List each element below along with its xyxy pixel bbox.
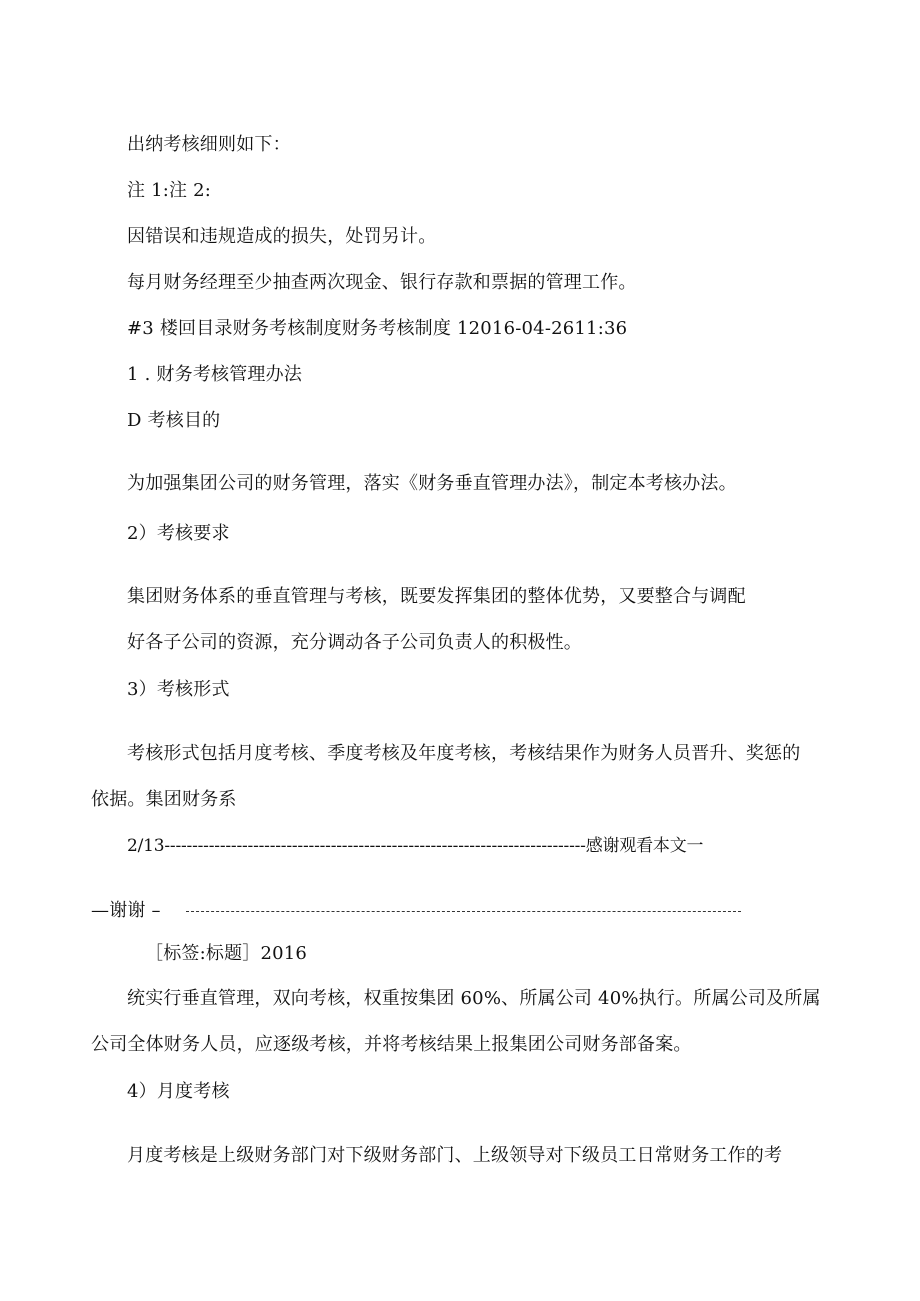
paragraph-line: 注 1:注 2: [127, 180, 212, 201]
section-heading: 3）考核形式 [127, 679, 230, 700]
paragraph-line: 公司全体财务人员，应逐级考核，并将考核结果上报集团公司财务部备案。 [91, 1034, 692, 1055]
paragraph-line: 为加强集团公司的财务管理，落实《财务垂直管理办法》，制定本考核办法。 [127, 473, 737, 494]
section-heading: 2）考核要求 [127, 523, 230, 544]
paragraph-line: 考核形式包括月度考核、季度考核及年度考核，考核结果作为财务人员晋升、奖惩的 [127, 743, 801, 764]
paragraph-line: 好各子公司的资源，充分调动各子公司负责人的积极性。 [127, 632, 582, 653]
section-heading: D 考核目的 [127, 410, 221, 431]
paragraph-line: 出纳考核细则如下： [127, 134, 291, 155]
section-heading: 4）月度考核 [127, 1081, 230, 1102]
paragraph-line: 统实行垂直管理，双向考核，权重按集团 60%、所属公司 40%执行。所属公司及所属 [127, 988, 821, 1009]
paragraph-line: 集团财务体系的垂直管理与考核，既要发挥集团的整体优势，又要整合与调配 [127, 586, 746, 607]
paragraph-line: 每月财务经理至少抽查两次现金、银行存款和票据的管理工作。 [127, 272, 637, 293]
page-footer-line: 2/13----------------------------------------------------------------------------感谢观看本文一 [127, 836, 704, 856]
footer-dash-rule [186, 911, 741, 912]
paragraph-line: #3 楼回目录财务考核制度财务考核制度 12016-04-2611:36 [127, 318, 628, 339]
page-footer-line: —谢谢 – [91, 900, 161, 921]
paragraph-line: 依据。集团财务系 [91, 789, 237, 810]
section-heading: 1 . 财务考核管理办法 [127, 364, 303, 385]
paragraph-line: 因错误和违规造成的损失，处罚另计。 [127, 226, 437, 247]
tag-line: ［标签:标题］2016 [145, 943, 308, 964]
paragraph-line: 月度考核是上级财务部门对下级财务部门、上级领导对下级员工日常财务工作的考 [127, 1145, 783, 1166]
